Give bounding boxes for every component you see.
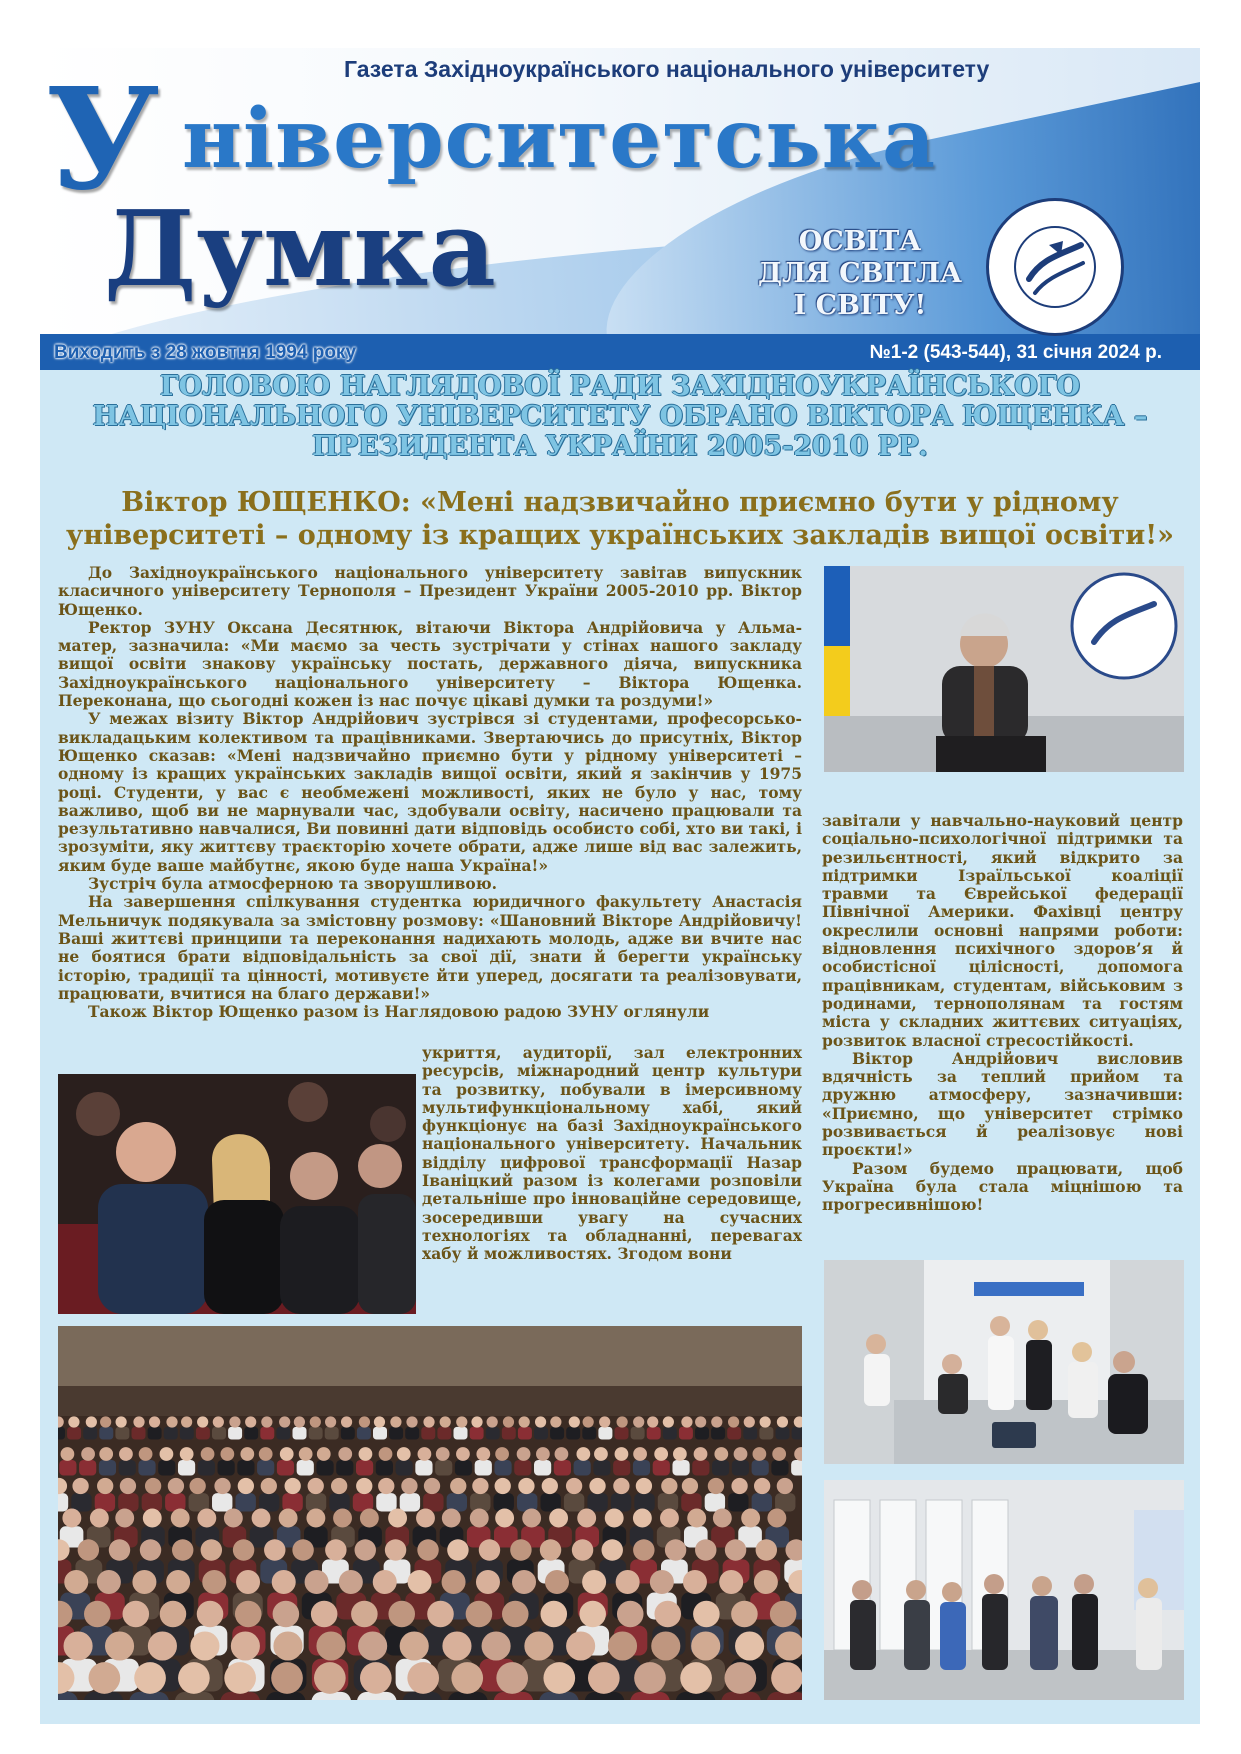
article-subheadline: Віктор ЮЩЕНКО: «Мені надзвичайно приємно бути у рідному університеті – одному із кращих українських закладів вищої освіти!» xyxy=(66,487,1174,551)
article-paragraph: Ректор ЗУНУ Оксана Десятнюк, вітаючи Віктора Андрійовича у Альма-матер, зазначила: «Ми маємо за честь зустрічати у стінах нашого закладу вищої освіти знакову українську постать, державного діяча, випускника Західноукраїнського національного університету – Віктора Ющенка. Переконана, що сьогодні кожен із нас почує цікаві думки та роздуми!» xyxy=(58,617,802,711)
published-since: Виходить з 28 жовтня 1994 року xyxy=(54,342,357,363)
photo-immersive-hub xyxy=(824,1260,1184,1464)
article-paragraph: Також Віктор Ющенко разом із Наглядовою радою ЗУНУ оглянули xyxy=(88,1002,710,1022)
university-seal-logo xyxy=(986,198,1124,336)
article-headline: ГОЛОВОЮ НАГЛЯДОВОЇ РАДИ ЗАХІДНОУКРАЇНСЬКОГО НАЦІОНАЛЬНОГО УНІВЕРСИТЕТУ ОБРАНО ВІКТОРА ЮЩЕНКА – ПРЕЗИДЕНТА УКРАЇНИ 2005-2010 РР. xyxy=(92,371,1148,462)
issue-number-date: №1-2 (543-544), 31 січня 2024 р. xyxy=(869,342,1162,363)
slogan xyxy=(720,226,1000,322)
article-paragraph: укриття, аудиторії, зал електронних ресурсів, міжнародний центр культури та розвитку, побували в імерсивному мультифункціональному хабі, який функціонує на базі Західноукраїнського національного університету. Начальник відділу цифрової трансформації Назар Іваніцкий разом із колегами розповіли детальніше про інноваційне середовище, зосередивши увагу на сучасних технологіях та обладнанні, перевагах хабу й можливостях. Згодом вони xyxy=(422,1043,802,1264)
photo-audience-hall xyxy=(58,1326,802,1700)
title-line-1: ніверситетська xyxy=(182,91,937,187)
slogan-line: ДЛЯ СВІТЛА xyxy=(758,258,962,289)
article-paragraph: У межах візиту Віктор Андрійович зустрівся зі студентами, професорсько-викладацьким колективом та працівниками. Звертаючись до присутніх, Віктор Ющенко сказав: «Мені надзвичайно приємно бути у рідному університеті – одному із кращих українських закладів вищої освіти, який я закінчив у 1975 році. Студенти, у вас є необмежені можливості, яких не було у нас, тому важливо, щоб ви не марнували час, здобували освіту, насичено працювали та результативно навчалися, Ви повинні дати відповідь особисто собі, хто ви такі, і зрозуміти, яку життєву траєкторію хочете обрати, адже лише від вас залежить, яким буде ваше майбутнє, якою буде наша Україна!» xyxy=(58,709,802,875)
article-column-right xyxy=(822,812,1183,1215)
newspaper-subtitle: Газета Західноукраїнського національного університету xyxy=(344,56,990,82)
slogan-line: ОСВІТА xyxy=(798,226,922,257)
photo-group-visit xyxy=(824,1480,1184,1700)
article-paragraph: Віктор Андрійович висловив вдячність за теплий прийом та дружню атмосферу, зазначивши: «Приємно, що університет стрімко розвивається й реалізовує нові проєкти!» xyxy=(822,1048,1183,1160)
article-column-left xyxy=(58,564,802,1021)
slogan-line: І СВІТУ! xyxy=(793,290,927,321)
title-line-2: Думка xyxy=(104,187,496,310)
masthead xyxy=(40,48,1200,370)
article-column-middle xyxy=(422,1044,802,1264)
photo-guests-seated xyxy=(58,1074,416,1314)
article-paragraph: завітали у навчально-науковий центр соціально-психологічної підтримки та резильєнтності, який відкрито за підтримки Ізраїльської коаліції травми та Єврейської федерації Північної Америки. Фахівці центру окреслили основні напрями роботи: відновлення психічного здоров’я й особистісної цілісності, допомога працівникам, студентам, військовим з родинами, тернополянам та гостям міста у складних життєвих ситуаціях, розвиток власної стресостійкості. xyxy=(822,811,1183,1050)
article-paragraph: До Західноукраїнського національного університету завітав випускник класичного університету Тернополя – Президент України 2005-2010 рр. Віктор Ющенко. xyxy=(58,563,802,619)
article-paragraph: Разом будемо працювати, щоб Україна була стала міцнішою та прогресивнішою! xyxy=(822,1158,1183,1215)
article-paragraph: Зустріч була атмосферною та зворушливою. xyxy=(88,874,498,894)
title-initial-letter: У xyxy=(46,58,160,222)
article-paragraph: На завершення спілкування студентка юридичного факультету Анастасія Мельничук подякувала за змістовну розмову: «Шановний Вікторе Андрійовичу! Ваші життєві принципи та переконання надихають молодь, адже ви вчите нас не боятися брати відповідальність за свої дії, знати й берегти українську історію, традиції та цінності, мотивуєте йти уперед, досягати та реалізовувати, працювати, вчитися на благо держави!» xyxy=(58,892,802,1003)
photo-yushchenko-interview xyxy=(824,566,1184,772)
